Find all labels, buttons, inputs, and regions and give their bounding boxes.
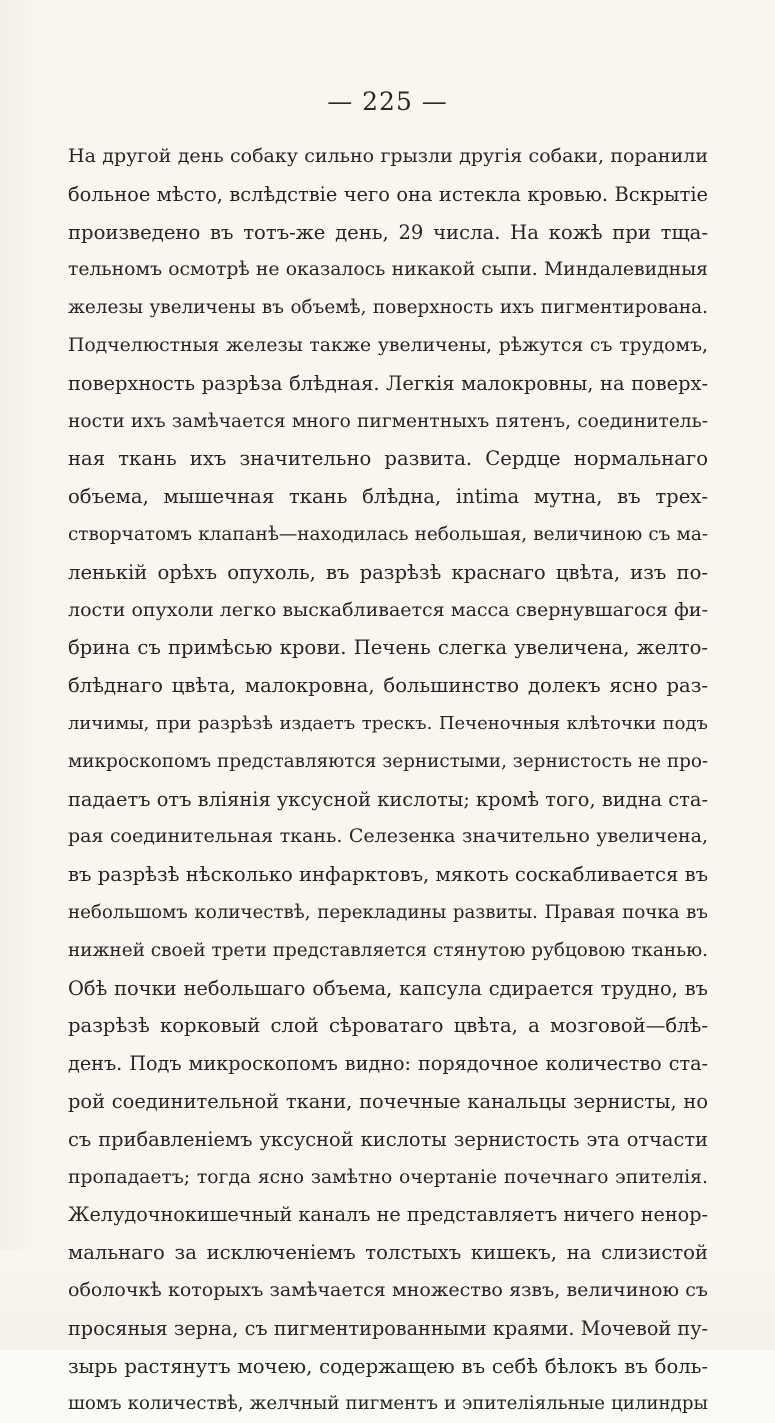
text-line: ности ихъ замѣчается много пигментныхъ пятенъ, соединитель- xyxy=(68,410,708,432)
text-line: поверхность разрѣза блѣдная. Легкія малокровны, на поверх- xyxy=(68,371,708,395)
page-number: — 225 — xyxy=(327,87,448,116)
text-line: денъ. Подъ микроскопомъ видно: порядочное количество ста- xyxy=(68,1052,708,1076)
text-line: шомъ количествѣ, желчный пигментъ и эпителіяльные цилиндры xyxy=(68,1393,708,1415)
text-line: зырь растянутъ мочею, содержащею въ себѣ бѣлокъ въ боль- xyxy=(68,1354,708,1378)
text-line: брина съ примѣсью крови. Печень слегка увеличена, желто- xyxy=(68,636,708,660)
text-line: лости опухоли легко выскабливается масса свернувшагося фи- xyxy=(68,598,708,621)
text-line: падаетъ отъ вліянія уксусной кислоты; кромѣ того, видна ста- xyxy=(68,787,708,811)
body-text xyxy=(68,138,708,1423)
text-line: просяныя зерна, съ пигментированными краями. Мочевой пу- xyxy=(68,1316,708,1340)
text-line: съ прибавленіемъ уксусной кислоты зернистость эта отчасти xyxy=(68,1127,708,1151)
text-line: ная ткань ихъ значительно развита. Сердце нормальнаго xyxy=(68,447,708,471)
text-line: микроскопомъ представляются зернистыми, зернистость не про- xyxy=(68,750,708,772)
text-line: нижней своей трети представляется стянутою рубцовою тканью. xyxy=(68,939,708,961)
text-line: личимы, при разрѣзѣ издаетъ трескъ. Печеночныя клѣточки подъ xyxy=(68,712,708,734)
text-line: произведено въ тотъ-же день, 29 числа. На кожѣ при тща- xyxy=(68,220,708,244)
text-line: объема, мышечная ткань блѣдна, intima мутна, въ трех- xyxy=(68,485,708,509)
text-line: рой соединительной ткани, почечные канальцы зернисты, но xyxy=(68,1089,708,1113)
text-line: На другой день собаку сильно грызли другія собаки, поранили xyxy=(68,145,708,167)
text-line: оболочкѣ которыхъ замѣчается множество язвъ, величиною съ xyxy=(68,1278,708,1301)
text-line: железы увеличены въ объемѣ, поверхность ихъ пигментирована. xyxy=(68,297,708,319)
text-line: мальнаго за исключеніемъ толстыхъ кишекъ, на слизистой xyxy=(68,1241,708,1265)
text-line: Обѣ почки небольшаго объема, капсула сдирается трудно, въ xyxy=(68,976,708,1000)
text-line: Желудочнокишечный каналъ не представляетъ ничего ненор- xyxy=(68,1203,708,1227)
text-line: тельномъ осмотрѣ не оказалось никакой сыпи. Миндалевидныя xyxy=(68,259,708,281)
text-line: разрѣзѣ корковый слой сѣроватаго цвѣта, а мозговой—блѣ- xyxy=(68,1014,708,1038)
text-line: въ разрѣзѣ нѣсколько инфарктовъ, мякоть соскабливается въ xyxy=(68,863,708,887)
page-gutter-shadow xyxy=(0,0,40,1350)
text-line: небольшомъ количествѣ, перекладины развиты. Правая почка въ xyxy=(68,901,708,923)
text-line: пропадаетъ; тогда ясно замѣтно очертаніе почечнаго эпителія. xyxy=(68,1166,708,1188)
text-line: створчатомъ клапанѣ—находилась небольшая, величиною съ ма- xyxy=(68,523,708,545)
text-line: рая соединительная ткань. Селезенка значительно увеличена, xyxy=(68,825,708,848)
text-line: больное мѣсто, вслѣдствіе чего она истекла кровью. Вскрытіе xyxy=(68,182,708,206)
text-line: Подчелюстныя железы также увеличены, рѣжутся съ трудомъ, xyxy=(68,334,708,356)
text-line: ленькій орѣхъ опухоль, въ разрѣзѣ краснаго цвѣта, изъ по- xyxy=(68,560,708,584)
text-line: блѣднаго цвѣта, малокровна, большинство долекъ ясно раз- xyxy=(68,674,708,698)
